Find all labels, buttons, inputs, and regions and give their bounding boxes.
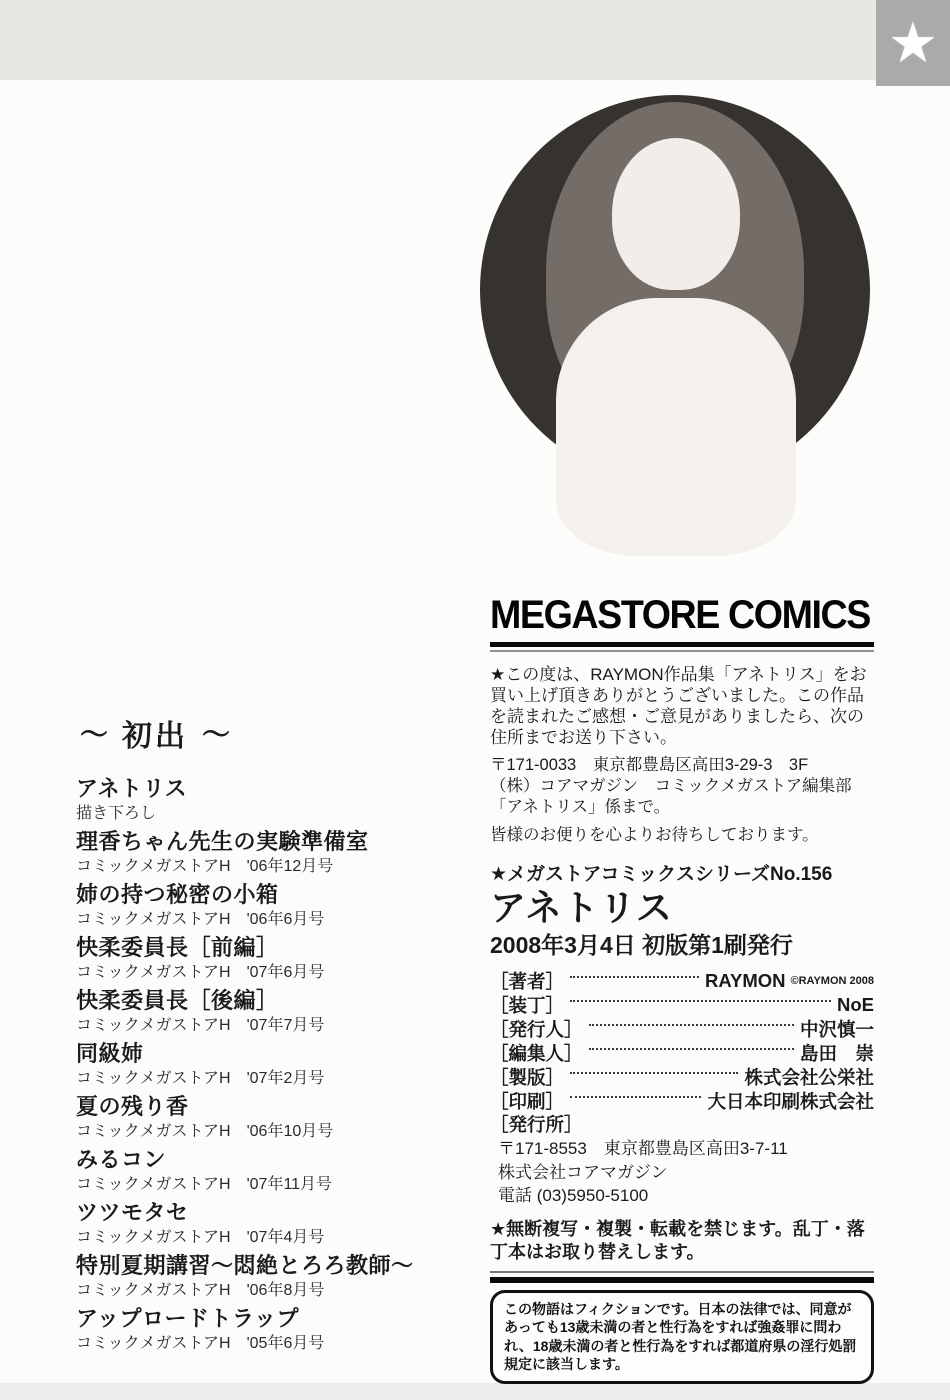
copyright-note: ©RAYMON 2008 (790, 975, 874, 987)
work-source: コミックメガストアH '07年11月号 (76, 1176, 333, 1193)
work-source: コミックメガストアH '07年2月号 (76, 1070, 325, 1087)
work-title: ツツモタセ (76, 1200, 189, 1225)
work-title: 快柔委員長［後編］ (76, 988, 279, 1013)
dotted-leader (570, 1072, 738, 1074)
dotted-leader (589, 1024, 794, 1026)
work-title: 同級姉 (76, 1041, 144, 1066)
credit-label: ［発行人］ (490, 1019, 583, 1040)
publisher-line: 電話 (03)5950-5100 (498, 1186, 649, 1205)
work-source: コミックメガストアH '06年10月号 (76, 1123, 334, 1140)
credits-list (490, 969, 874, 1113)
credit-label: ［編集人］ (490, 1043, 583, 1064)
credit-label: ［印刷］ (490, 1091, 565, 1112)
list-item (76, 1200, 474, 1248)
credit-value: 島田 崇 (799, 1043, 874, 1064)
wave-decor-right: 〜 (202, 719, 231, 750)
fiction-disclaimer-box: この物語はフィクションです。日本の法律では、同意があっても13歳未満の者と性行為をすれば強姦罪に問われ、18歳未満の者と性行為をすれば都道府県の淫行処罰規定に該当します。 (490, 1290, 874, 1384)
illustration-figure-head (612, 138, 740, 290)
credit-value: RAYMON (704, 970, 786, 991)
series-line: ★メガストアコミックスシリーズNo.156 (490, 864, 833, 885)
credit-row (490, 1041, 874, 1065)
publisher-line: 〒171-8553 東京都豊島区高田3-7-11 (498, 1139, 788, 1158)
dotted-leader (570, 976, 699, 978)
list-item (76, 1253, 474, 1301)
credit-label: ［製版］ (490, 1067, 565, 1088)
work-source: コミックメガストアH '07年6月号 (76, 964, 325, 981)
publisher-line: 株式会社コアマガジン (498, 1162, 668, 1182)
work-source: コミックメガストアH '06年12月号 (76, 858, 334, 875)
work-source: コミックメガストアH '07年4月号 (76, 1229, 325, 1246)
work-source: コミックメガストアH '06年8月号 (76, 1282, 325, 1299)
first-publication-column (76, 716, 474, 1359)
page-corner-strip (876, 0, 950, 86)
publisher-block (490, 1113, 874, 1208)
list-item (76, 988, 474, 1036)
credit-row (490, 1065, 874, 1089)
divider-thin (490, 650, 874, 652)
megastore-comics-logo: MEGASTORE COMICS (490, 593, 870, 637)
first-publication-title: 初出 (122, 720, 189, 753)
list-item (76, 776, 474, 824)
publication-info-column (490, 593, 874, 1384)
divider-thick-bottom (490, 1277, 874, 1283)
list-item (76, 1306, 474, 1354)
address-line: 〒171-0033 東京都豊島区高田3-29-3 3F (490, 756, 809, 774)
list-item (76, 1094, 474, 1142)
work-title: 理香ちゃん先生の実験準備室 (76, 829, 369, 854)
work-title: 特別夏期講習〜悶絶とろろ教師〜 (76, 1253, 414, 1278)
credit-label: ［著者］ (490, 971, 565, 992)
list-item (76, 1147, 474, 1195)
scan-top-band (0, 0, 950, 80)
publisher-label: ［発行所］ (490, 1114, 583, 1135)
credit-label: ［装丁］ (490, 995, 565, 1016)
editorial-address (490, 755, 874, 818)
credit-value: NoE (837, 994, 874, 1015)
address-line: （株）コアマガジン コミックメガストア編集部 (490, 777, 852, 795)
list-item (76, 829, 474, 877)
credit-row (490, 969, 874, 993)
work-source: コミックメガストアH '06年6月号 (76, 911, 325, 928)
scan-bottom-band (0, 1383, 950, 1400)
star-icon: ★ (887, 11, 939, 74)
divider-thick (490, 642, 874, 647)
work-source: 描き下ろし (76, 805, 157, 822)
list-item (76, 1041, 474, 1089)
thanks-paragraph: ★この度は、RAYMON作品集「アネトリス」をお買い上げ頂きありがとうございました。この作品を読まれたご感想・ご意見がありましたら、次の住所までお送り下さい。 (490, 665, 867, 747)
credit-row (490, 1017, 874, 1041)
work-title: 快柔委員長［前編］ (76, 935, 279, 960)
credit-row (490, 993, 874, 1017)
work-title: アネトリス (76, 776, 188, 801)
credit-value: 大日本印刷株式会社 (707, 1091, 874, 1112)
work-title: みるコン (76, 1147, 167, 1172)
work-title: 夏の残り香 (76, 1094, 189, 1119)
address-line: 「アネトリス」係まで。 (490, 798, 671, 816)
list-item (76, 935, 474, 983)
work-source: コミックメガストアH '07年7月号 (76, 1017, 325, 1034)
list-item (76, 882, 474, 930)
first-publication-heading (80, 716, 474, 753)
copyright-notice: ★無断複写・複製・転載を禁じます。乱丁・落丁本はお取り替えします。 (490, 1218, 865, 1262)
work-title: 姉の持つ秘密の小箱 (76, 882, 279, 907)
closing-line: 皆様のお便りを心よりお待ちしております。 (490, 826, 819, 844)
dotted-leader (570, 1000, 831, 1002)
divider-thin-bottom (490, 1271, 874, 1273)
credit-value: 株式会社公栄社 (744, 1067, 874, 1088)
illustration-figure-body (556, 298, 796, 556)
dotted-leader (570, 1096, 701, 1098)
credit-row (490, 1089, 874, 1113)
edition-line: 2008年3月4日 初版第1刷発行 (490, 932, 793, 958)
work-title: アップロードトラップ (76, 1306, 300, 1331)
credit-value: 中沢慎一 (799, 1019, 874, 1040)
book-title: アネトリス (490, 887, 673, 928)
wave-decor-left: 〜 (80, 719, 109, 750)
dotted-leader (589, 1048, 794, 1050)
work-source: コミックメガストアH '05年6月号 (76, 1335, 325, 1352)
